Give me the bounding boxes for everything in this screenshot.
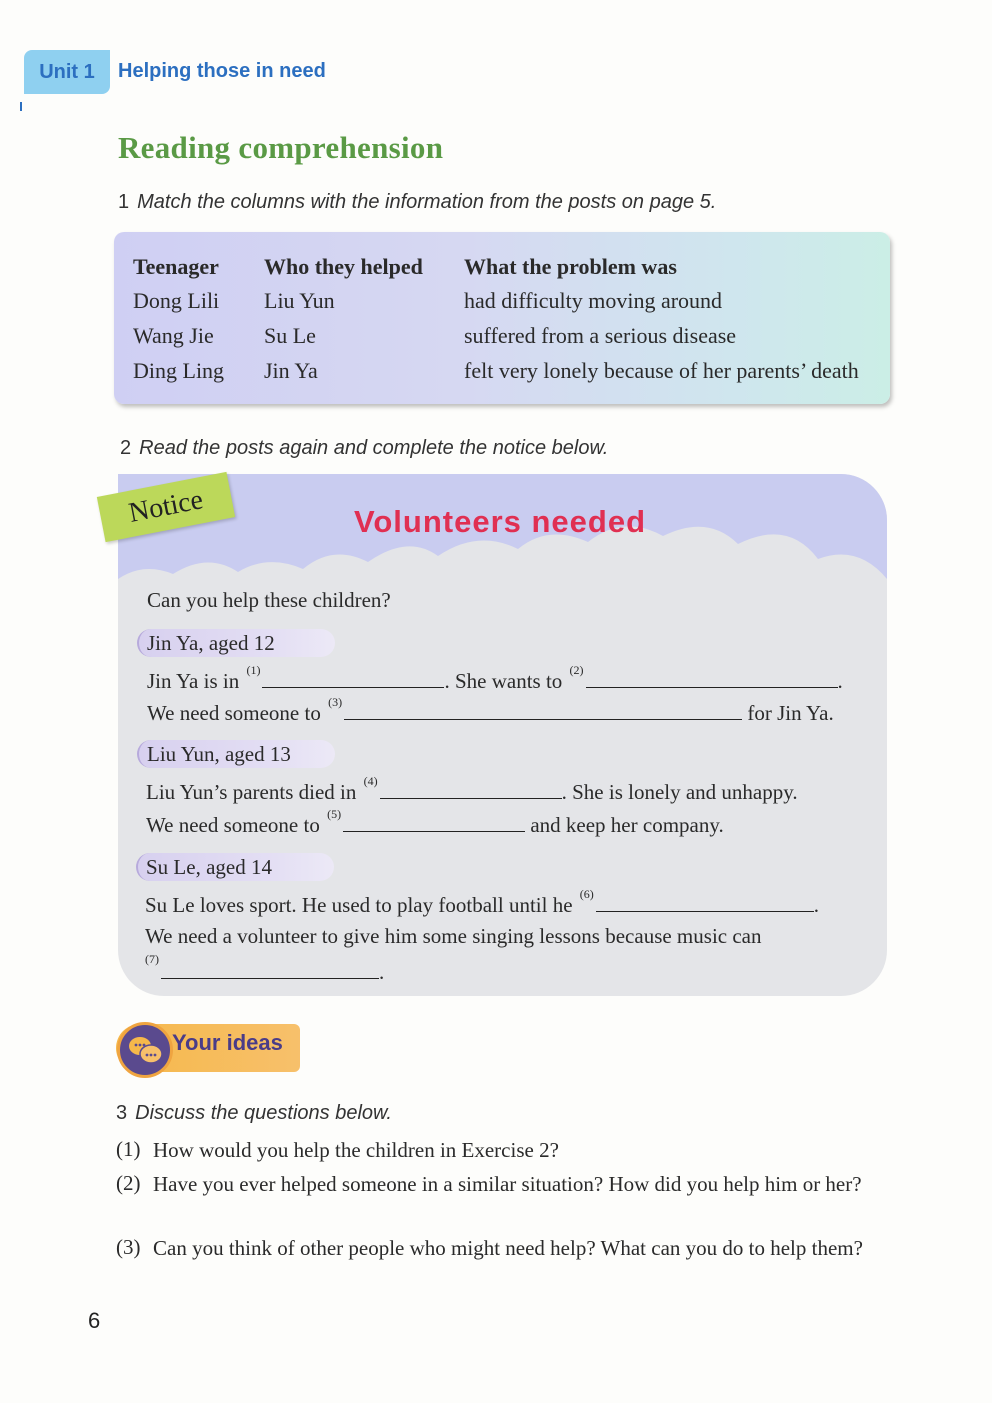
child-label-jin-ya: Jin Ya, aged 12 [137,629,335,657]
sentence-text: and keep her company. [530,813,724,837]
blank-4[interactable] [380,778,562,799]
blank-number: (4) [363,774,378,788]
notice-heading: Volunteers needed [353,504,647,539]
page-number: 6 [88,1308,101,1333]
sentence-text: We need someone to [146,813,320,837]
exercise-1-instruction [118,191,716,214]
table-cell: Jin Ya [264,358,318,383]
question-text: Have you ever helped someone in a similar situation? How did you help him or her? [153,1172,862,1196]
punctuation: . [379,960,385,984]
blank-number: (5) [327,807,342,821]
unit-title: Helping those in need [118,60,326,82]
liu-yun-line-2 [146,807,724,838]
exercise-number: 3 [116,1102,128,1124]
blank-3[interactable] [344,699,742,720]
table-row [133,319,859,354]
question-number: (2) [116,1171,141,1195]
child-label-liu-yun: Liu Yun, aged 13 [137,740,335,768]
su-le-line-2: We need a volunteer to give him some singing lessons because music can [145,924,762,948]
margin-mark [20,102,22,111]
blank-6[interactable] [596,891,814,912]
blank-number: (2) [569,663,584,677]
table-cell: suffered from a serious disease [464,323,737,348]
blank-number: (6) [579,887,594,901]
instruction-text: Match the columns with the information from the posts on page 5. [137,191,717,213]
instruction-text: Discuss the questions below. [135,1102,392,1124]
chat-bubbles-icon [117,1022,173,1078]
su-le-line-3 [143,952,385,985]
instruction-text: Read the posts again and complete the notice below. [139,437,609,459]
table-row [133,284,859,319]
exercise-3-instruction [116,1102,392,1125]
section-title: Reading comprehension [118,130,444,165]
table-cell: Wang Jie [133,323,214,348]
blank-5[interactable] [343,811,525,832]
table-row [133,354,859,389]
table-cell: felt very lonely because of her parents’ death [464,358,859,383]
blank-7[interactable] [161,958,379,979]
sentence-text: Jin Ya is in [147,669,240,693]
exercise-2-instruction [120,437,608,460]
match-table [133,252,859,389]
match-table-box [114,232,890,404]
blank-2[interactable] [586,667,838,688]
blank-number: (7) [145,952,159,966]
your-ideas-label: Your ideas [172,1030,283,1055]
question-number: (1) [116,1137,141,1161]
notice-tag: Notice [97,472,235,542]
table-cell: had difficulty moving around [464,288,723,313]
sentence-text: . She is lonely and unhappy. [561,780,798,804]
question-item [116,1171,896,1227]
column-header: What the problem was [464,254,677,279]
exercise-number: 1 [118,191,130,213]
sentence-text: We need someone to [147,701,321,725]
table-cell: Dong Lili [133,288,220,313]
jin-ya-line-1 [147,663,843,694]
sentence-text: Su Le loves sport. He used to play football until he [145,893,573,917]
blank-number: (1) [246,663,261,677]
sentence-text: for Jin Ya. [747,701,834,725]
unit-tab: Unit 1 [24,50,110,94]
question-text: Can you think of other people who might need help? What can you do to help them? [153,1236,863,1260]
question-item [116,1235,896,1291]
sentence-text: . She wants to [444,669,563,693]
punctuation: . [837,669,843,693]
question-number: (3) [116,1235,141,1259]
table-cell: Su Le [264,323,316,348]
child-label-su-le: Su Le, aged 14 [136,853,334,881]
table-cell: Liu Yun [264,288,335,313]
jin-ya-line-2 [147,695,834,726]
column-header: Teenager [133,254,219,279]
table-header-row [133,252,859,284]
table-cell: Ding Ling [133,358,225,383]
notice-intro: Can you help these children? [147,588,391,612]
punctuation: . [813,893,820,917]
column-header: Who they helped [264,254,423,279]
sentence-text: Liu Yun’s parents died in [146,780,357,804]
su-le-line-1 [145,887,820,918]
question-item [116,1137,896,1167]
blank-number: (3) [328,695,343,709]
blank-1[interactable] [262,667,444,688]
liu-yun-line-1 [146,774,798,805]
question-text: How would you help the children in Exercise 2? [153,1138,559,1162]
exercise-number: 2 [120,437,132,459]
